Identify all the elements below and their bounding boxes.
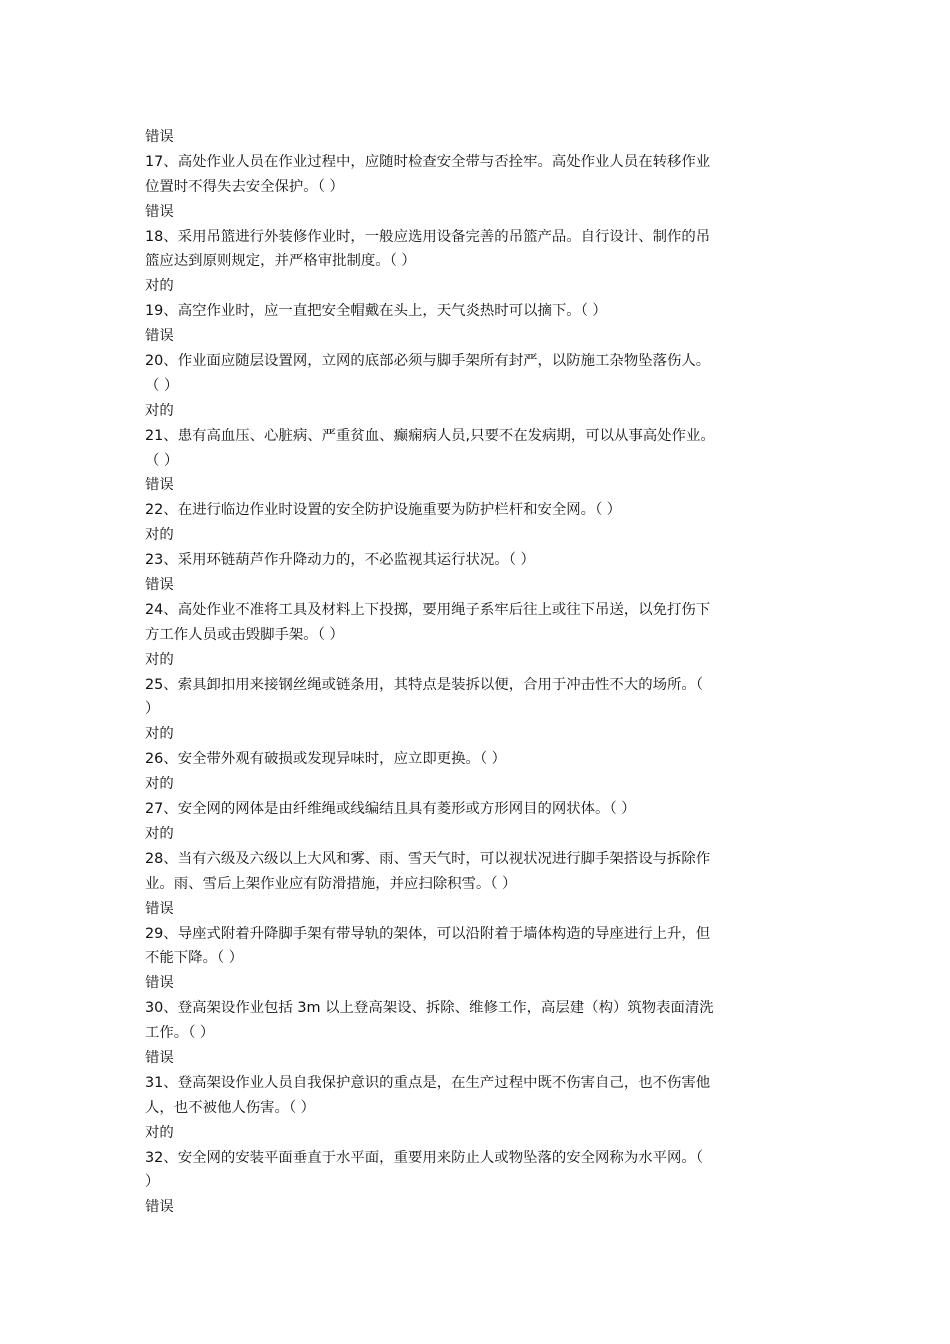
- answer-line: 对的: [145, 726, 174, 743]
- question-line: 22、在进行临边作业时设置的安全防护设施重要为防护栏杆和安全网。（ ）: [145, 502, 622, 519]
- answer-line: 对的: [145, 1124, 174, 1141]
- question-line: 24、高处作业不准将工具及材料上下投掷，要用绳子系牢后往上或往下吊送，以免打伤下: [145, 601, 711, 618]
- answer-line: 错误: [145, 1199, 174, 1216]
- answer-line: 对的: [145, 527, 174, 544]
- answer-line: 错误: [145, 477, 174, 494]
- answer-line: 对的: [145, 825, 174, 842]
- answer-line: 错误: [145, 577, 174, 594]
- question-line: 篮应达到原则规定，并严格审批制度。（ ）: [145, 253, 416, 270]
- question-line: 不能下降。（ ）: [145, 950, 244, 967]
- answer-line: 对的: [145, 402, 174, 419]
- question-line: 方工作人员或击毁脚手架。（ ）: [145, 626, 344, 643]
- question-line: 25、索具卸扣用来接钢丝绳或链条用，其特点是装拆以便，合用于冲击性不大的场所。（: [145, 676, 703, 693]
- answer-line: 对的: [145, 651, 174, 668]
- question-line: 20、作业面应随层设置网，立网的底部必须与脚手架所有封严，以防施工杂物坠落伤人。: [145, 353, 711, 370]
- question-line: （ ）: [145, 452, 179, 469]
- answer-line: 对的: [145, 776, 174, 793]
- answer-line: 错误: [145, 203, 174, 220]
- question-line: 人，也不被他人伤害。（ ）: [145, 1099, 316, 1116]
- question-line: 业。雨、雪后上架作业应有防滑措施，并应扫除积雪。（ ）: [145, 875, 517, 892]
- answer-line: 对的: [145, 278, 174, 295]
- question-line: 23、采用环链葫芦作升降动力的，不必监视其运行状况。（ ）: [145, 552, 535, 569]
- question-line: 17、高处作业人员在作业过程中，应随时检查安全带与否拴牢。高处作业人员在转移作业: [145, 153, 711, 170]
- answer-line: 错误: [145, 129, 174, 145]
- question-line: 27、安全网的网体是由纤维绳或线编结且具有菱形或方形网目的网状体。（ ）: [145, 801, 636, 818]
- question-line: 29、导座式附着升降脚手架有带导轨的架体，可以沿附着于墙体构造的导座进行上升，但: [145, 925, 711, 942]
- question-line: （ ）: [145, 377, 179, 394]
- question-line: 21、患有高血压、心脏病、严重贫血、癫痫病人员,只要不在发病期，可以从事高处作业。: [145, 427, 715, 444]
- question-line: 18、采用吊篮进行外装修作业时，一般应选用设备完善的吊篮产品。自行设计、制作的吊: [145, 228, 711, 245]
- question-line: 26、安全带外观有破损或发现异味时，应立即更换。（ ）: [145, 751, 507, 768]
- question-line: ）: [145, 1174, 160, 1191]
- question-line: 工作。（ ）: [145, 1025, 215, 1042]
- question-line: 32、安全网的安装平面垂直于水平面，重要用来防止人或物坠落的安全网称为水平网。（: [145, 1149, 703, 1166]
- question-line: 19、高空作业时，应一直把安全帽戴在头上，天气炎热时可以摘下。（ ）: [145, 303, 607, 320]
- question-line: 28、当有六级及六级以上大风和雾、雨、雪天气时，可以视状况进行脚手架搭设与拆除作: [145, 850, 711, 867]
- question-line: 位置时不得失去安全保护。（ ）: [145, 178, 344, 195]
- answer-line: 错误: [145, 1049, 174, 1066]
- answer-line: 错误: [145, 975, 174, 992]
- question-line: ）: [145, 701, 160, 718]
- answer-line: 错误: [145, 900, 174, 917]
- question-line: 30、登高架设作业包括 3m 以上登高架设、拆除、维修工作，高层建（构）筑物表面清洗: [145, 1000, 714, 1017]
- answer-line: 错误: [145, 328, 174, 345]
- question-line: 31、登高架设作业人员自我保护意识的重点是，在生产过程中既不伤害自己，也不伤害他: [145, 1074, 711, 1091]
- document-page: [145, 125, 810, 1220]
